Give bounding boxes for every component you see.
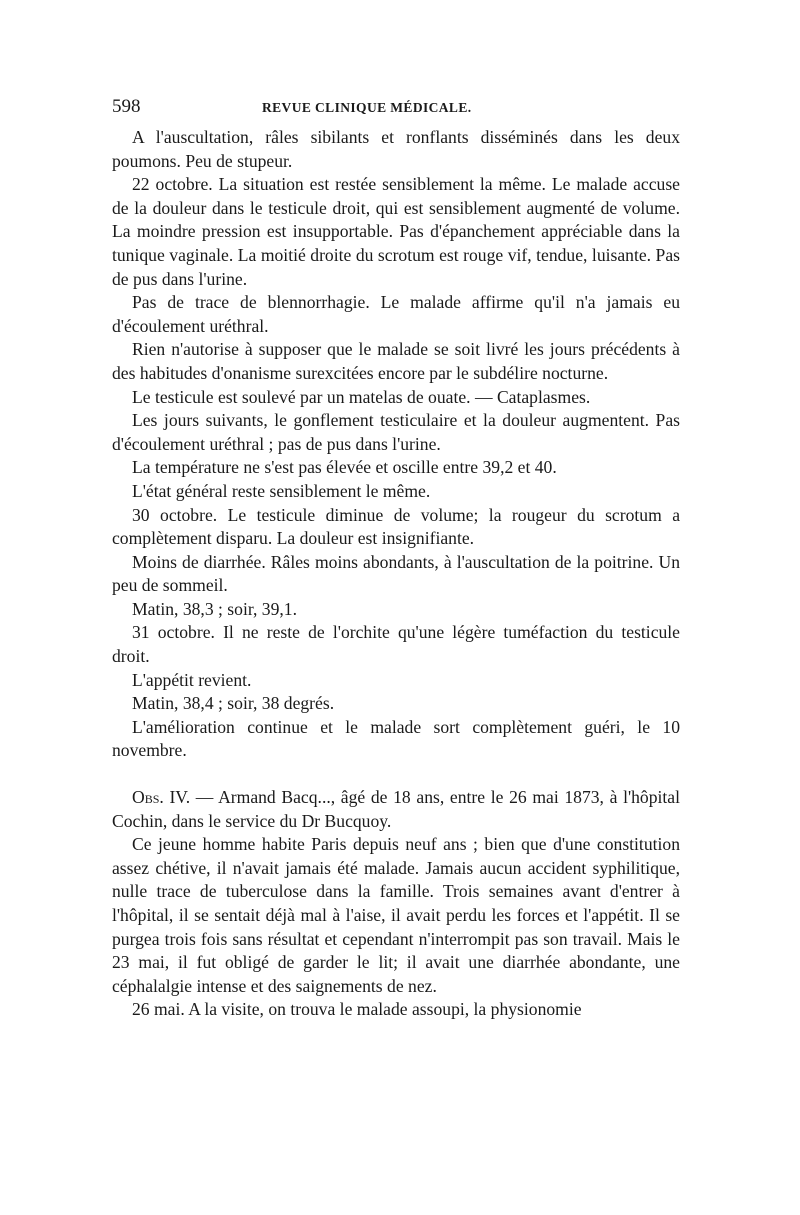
paragraph: La température ne s'est pas élevée et oscille entre 39,2 et 40. (132, 457, 557, 478)
document-page (112, 96, 680, 1022)
paragraph: Pas de trace de blennorrhagie. Le malade affirme qu'il n'a jamais eu d'écoulement uréthral. (112, 292, 680, 336)
paragraph: Matin, 38,3 ; soir, 39,1. (132, 598, 297, 619)
running-head: REVUE CLINIQUE MÉDICALE. (262, 100, 472, 115)
paragraph: Matin, 38,4 ; soir, 38 degrés. (132, 693, 335, 714)
paragraph: L'amélioration continue et le malade sort complètement guéri, le 10 novembre. (112, 716, 680, 761)
paragraph: 30 octobre. Le testicule diminue de volume; la rougeur du scrotum a complètement disparu. La douleur est insignifiante. (112, 504, 680, 549)
page-header (112, 96, 680, 126)
paragraph: Les jours suivants, le gonflement testiculaire et la douleur augmentent. Pas d'écoulement uréthral ; pas de pus dans l'urine. (112, 410, 680, 454)
paragraph: A l'auscultation, râles sibilants et ronflants disséminés dans les deux poumons. Peu de stupeur. (112, 127, 680, 171)
paragraph: L'état général reste sensiblement le même. (132, 480, 431, 501)
body-text (112, 126, 680, 1022)
paragraph: Moins de diarrhée. Râles moins abondants, à l'auscultation de la poitrine. Un peu de sommeil. (112, 551, 680, 596)
paragraph: 22 octobre. La situation est restée sensiblement la même. Le malade accuse de la douleur dans le testicule droit, qui est sensiblement augmenté de volume. La moindre pression est insupportable. Pas d'épanchement appréciable dans la tunique vaginale. La moitié droite du scrotum est rouge vif, tendue, luisante. Pas de pus dans l'urine. (112, 174, 680, 289)
paragraph: Ce jeune homme habite Paris depuis neuf ans ; bien que d'une constitution assez chétive, il n'avait jamais été malade. Jamais aucun accident syphilitique, nulle trace de tuberculose dans la famille. Trois semaines avant d'entrer à l'hôpital, il se sentait déjà mal à l'aise, il avait perdu les forces et l'appétit. Il se purgea trois fois sans résultat et cependant n'interrompit pas son travail. Mais le 23 mai, il fut obligé de garder le lit; il avait une diarrhée abondante, une céphalalgie intense et des saignements de nez. (112, 834, 680, 996)
observation-intro: — Armand Bacq..., âgé de 18 ans, entre le 26 mai 1873, à l'hôpital Cochin, dans le service du Dr Bucquoy. (112, 787, 680, 831)
page-number: 598 (112, 96, 141, 117)
observation-heading (112, 786, 680, 833)
paragraph: Rien n'autorise à supposer que le malade se soit livré les jours précédents à des habitudes d'onanisme surexcitées encore par le subdélire nocturne. (112, 339, 680, 383)
paragraph: 31 octobre. Il ne reste de l'orchite qu'une légère tuméfaction du testicule droit. (112, 622, 680, 667)
paragraph: L'appétit revient. (132, 669, 252, 690)
observation-label: Obs. IV. (132, 787, 191, 808)
paragraph: Le testicule est soulevé par un matelas de ouate. — Cataplasmes. (132, 386, 591, 407)
paragraph: 26 mai. A la visite, on trouva le malade assoupi, la physionomie (132, 999, 582, 1020)
